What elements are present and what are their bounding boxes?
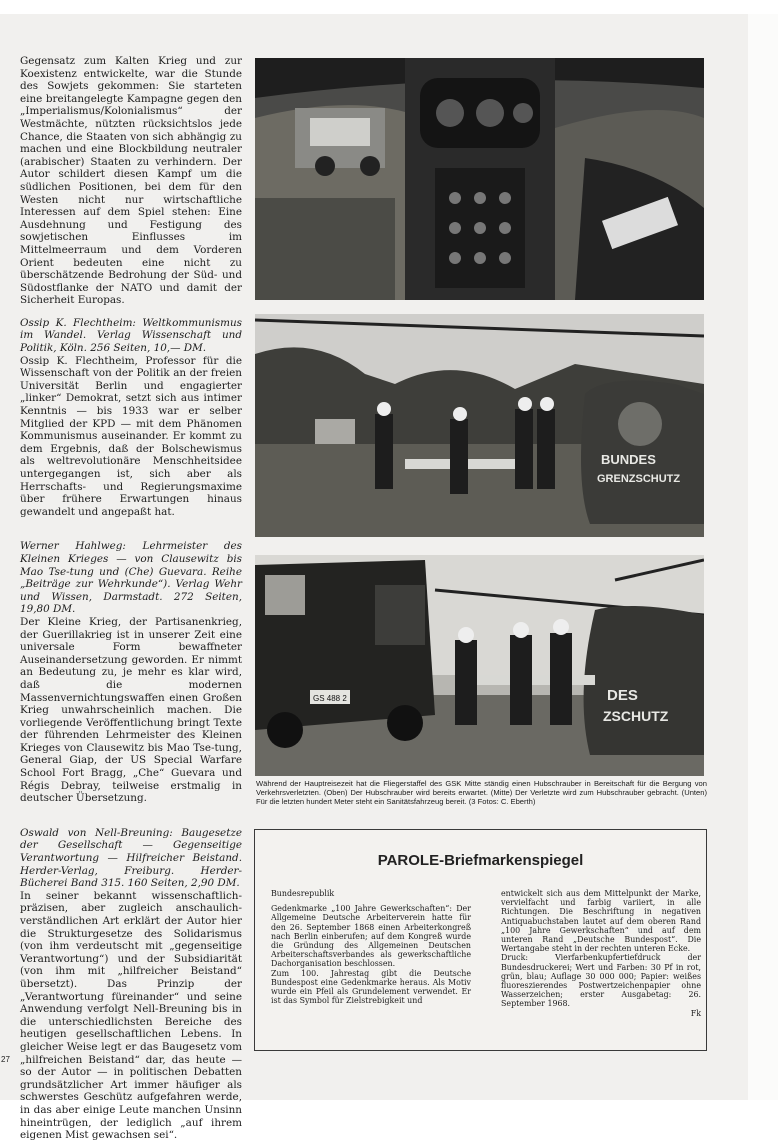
review-2-body: Der Kleine Krieg, der Partisanenkrieg, der Guerillakrieg ist in unserer Zeit eine universale Form bewaffneter Auseinandersetzung geworden. Er nimmt an Bedeutung zu, je mehr es klar wird, daß die modernen Massenvernichtungswaffen einen Großen Krieg unwahrscheinlich machen. Die vorliegende Veröffentlichung bringt Texte der führenden Lehrmeister des Kleinen Krieges von Clausewitz bis Mao Tse-tung, General Giap, der US Special Warfare School Fort Bragg, „Che“ Guevara und Régis Debray, teilweise erstmalig in deutscher Übersetzung. [20,615,242,805]
photo-stretcher [255,314,704,537]
review-3-body: In seiner bekannt wissenschaftlich-präzisen, aber zugleich anschaulich-verständlichen Art erklärt der Autor hier die Strukturgesetze des Solidarismus (von ihm verdeutscht mit „gegenseitige Verantwortung“) und der Subsidiarität (von ihm mit „hilfreicher Beistand“ übersetzt). Das Prinzip der „Verantwortung füreinander“ und seine Anwendung verfolgt Nell-Breuning bis in die unterschiedlichsten Bereiche des heutigen gesellschaftlichen Lebens. In gleicher Weise legt er das Baugesetz vom „hilfreichen Beistand“ dar, das heute — so der Autor — in politischen Debatten grundsätzlicher Art immer häufiger als schwerstes Geschütz aufgefahren werde, in das aber einige Leute manchen Unsinn hineintrügen, der lediglich „auf ihrem eigenen Mist gewachsen sei“. [20,889,242,1142]
stamp-text-left: Gedenkmarke „100 Jahre Gewerkschaften“: Der Allgemeine Deutsche Arbeiterverein hatte für den 26. September 1868 einen Arbeiterkongreß nach Berlin einberufen; auf dem Kongreß wurde die Gründung des Allgemeinen Deutschen Arbeiterschaftsverbandes als gewerkschaftliche Dachorganisation beschlossen. [271,904,471,969]
photo-cockpit [255,58,704,300]
review-2-title: Werner Hahlweg: Lehrmeister des Kleinen Krieges — von Clausewitz bis Mao Tse-tung und (Che) Guevara. Reihe „Beiträge zur Wehrkunde“). Verlag Wehr und Wissen, Darmstadt. 272 Seiten, 19,80 DM. [20,540,242,616]
stamp-review-box [254,829,707,1051]
review-1-title: Ossip K. Flechtheim: Weltkommunismus im Wandel. Verlag Wissenschaft und Politik, Köln. 256 Seiten, 10,— DM. [20,316,242,355]
page-number: 27 [1,1055,10,1064]
photo-caption: Während der Hauptreisezeit hat die Fliegerstaffel des GSK Mitte ständig einen Hubschrauber in Bereitschaft für die Bergung von Verkehrsverletzten. (Oben) Der Hubschrauber wird bereits erwartet. (Mitte) Der Verletzte wird zum Hubschrauber gebracht. (Unten) Für die letzten hundert Meter steht ein Sanitätsfahrzeug bereit. (3 Fotos: C. Eberth) [256,779,707,807]
author-signature: Fk [690,1008,701,1018]
stamp-text-right: entwickelt sich aus dem Mittelpunkt der Marke, vervielfacht und farbig variiert, in alle Richtungen. Die Beschriftung in negativen Antiquabuchstaben lautet auf dem oberen Rand „100 Jahre Gewerkschaften“ und auf dem unteren Rand „Deutsche Bundespost“. Die Wertangabe steht in der rechten unteren Ecke. [501,889,701,954]
helicopter-marking-bottom: GRENZSCHUTZ [597,473,681,485]
country-label: Bundesrepublik [271,889,335,898]
review-column [20,55,242,1142]
photo-ambulance [255,555,704,776]
helicopter-marking-top: BUNDES [601,452,656,467]
box-title: PAROLE-Briefmarkenspiegel [377,852,584,869]
review-3-title: Oswald von Nell-Breuning: Baugesetze der Gesellschaft — Gegenseitige Verantwortung — Hilfreicher Beistand. Herder-Verlag, Freiburg. Herder-Bücherei Band 315. 160 Seiten, 2,90 DM. [20,826,242,890]
helicopter-marking-bottom-2: ZSCHUTZ [603,708,669,724]
page-margin [748,14,778,1100]
stamp-text-right-2: Druck: Vierfarbenkupfertiefdruck der Bundesdruckerei; Wert und Farben: 30 Pf in rot, grün, blau; Auflage 30 000 000; Papier: weißes fluoreszierendes Postwertzeichenpapier ohne Wasserzeichen; erster Ausgabetag: 26. September 1968. [501,953,701,1009]
review-1-body: Ossip K. Flechtheim, Professor für die Wissenschaft von der Politik an der freien Universität Berlin und engagierter „linker“ Demokrat, setzt sich aus intimer Kenntnis — bis 1933 war er selber Mitglied der KPD — mit dem Phänomen Kommunismus auseinander. Er kommt zu dem Ergebnis, daß der Bolschewismus als weltrevolutionäre Menschheitsidee untergegangen ist, sich aber als Herrschafts- und Regierungsmaxime über frühere Erwartungen hinaus gewandelt und angepaßt hat. [20,354,242,518]
license-plate: GS 488 2 [313,694,347,703]
helicopter-marking-top-2: DES [607,687,638,704]
box-left-column [271,889,471,1005]
stamp-text-left-2: Zum 100. Jahrestag gibt die Deutsche Bundespost eine Gedenkmarke heraus. Als Motiv wurde ein Pfeil als Grundelement verwendet. Er ist das Symbol für Zielstrebigkeit und [271,968,471,1006]
box-right-column [501,889,701,1018]
intro-paragraph: Gegensatz zum Kalten Krieg und zur Koexistenz entwickelte, war die Stunde des Sowjets gekommen: Sie starteten eine breitangelegte Kampagne gegen den „Imperialismus/Kolonialismus“ der Westmächte, nützten rücksichtslos jede Chance, die Staaten von sich abhängig zu machen und eine Blockbildung neutraler (arabischer) Staaten zu verhindern. Der Autor schildert diesen Kampf um die südlichen Positionen, bei dem für den Westen nicht nur wirtschaftliche Interessen auf dem Spiel stehen: Eine Ausdehnung und Festigung des sowjetischen Einflusses im Mittelmeerraum und dem Vorderen Orient bedeuten eine nicht zu überschätzende Bedrohung der Süd- und Südostflanke der NATO und damit der Sicherheit Europas. [20,55,242,307]
